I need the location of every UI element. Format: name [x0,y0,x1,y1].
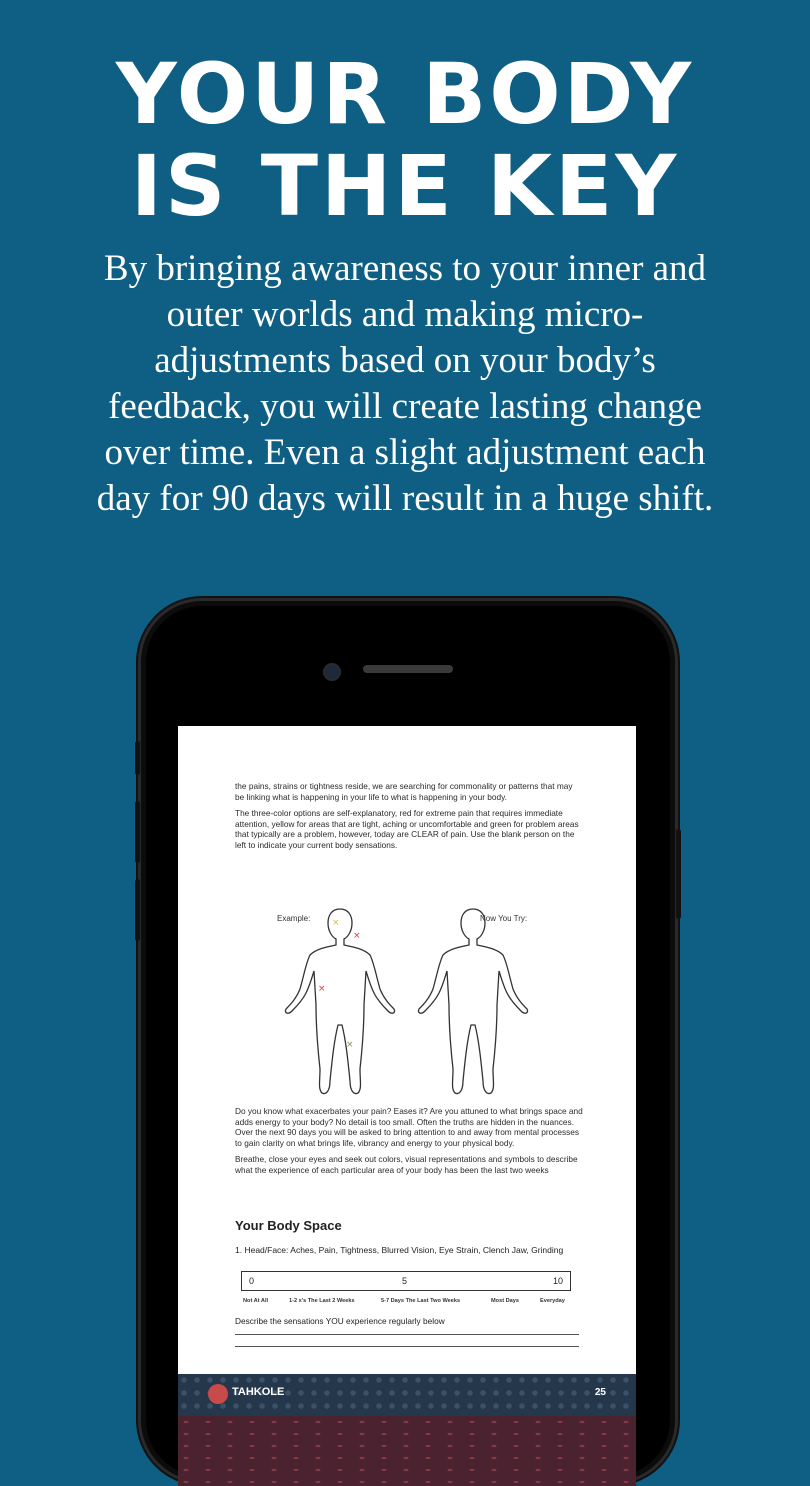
mark-green-knee: × [346,1040,354,1050]
section-title: Your Body Space [235,1218,342,1233]
headline [0,45,810,235]
phone-volume-down [135,879,140,941]
scale-label-1: 1-2 x's The Last 2 Weeks [289,1298,355,1304]
body-copy: By bringing awareness to your inner and outer worlds and making micro-adjustments based on your body’s feedback, you will create lasting change over time. Even a slight adjustment each day for 90 days will result in a huge shift. [96,248,714,519]
scale-mid: 5 [402,1276,408,1286]
mark-red-hip: × [318,984,326,994]
footer-brand: TAHKOLE [232,1386,285,1398]
headline-line-1: YOUR BODY [115,45,695,143]
page-number: 25 [594,1387,606,1398]
footer-image [178,1416,636,1486]
speaker-grille [363,665,453,673]
mark-yellow-shoulder: × [332,918,340,928]
rating-scale[interactable] [241,1271,571,1291]
scale-min: 0 [249,1276,255,1286]
describe-prompt: Describe the sensations YOU experience regularly below [235,1316,445,1326]
phone-screen[interactable] [178,726,636,1486]
doc-paragraph-3: Do you know what exacerbates your pain? Eases it? Are you attuned to what brings space and adds energy to your body? No detail is too small. Often the truths are hidden in the nuances. Over the next 90 days you will be asked to bring attention to and away from mental processes to gain clarity on what brings life, vibrancy and energy to your physical body. [235,1106,583,1148]
phone-volume-up [135,801,140,863]
scale-max: 10 [552,1276,563,1286]
blank-body-outline [413,901,533,1101]
scale-label-3: Most Days [491,1298,519,1304]
doc-paragraph-4 [235,1154,583,1175]
phone-power-button [676,829,681,919]
question-1: 1. Head/Face: Aches, Pain, Tightness, Blurred Vision, Eye Strain, Clench Jaw, Grinding [235,1245,564,1255]
now-you-try-label: Now You Try: [480,914,528,923]
body-figures [235,901,583,1101]
document-intro [235,781,583,857]
phone-mockup [138,598,678,1484]
brain-logo-icon [208,1384,228,1404]
example-body-outline [280,901,400,1101]
document-body [235,1106,583,1182]
scale-labels [235,1298,577,1308]
scale-label-2: 5-7 Days The Last Two Weeks [381,1298,461,1304]
answer-line-2[interactable] [235,1346,579,1347]
answer-line-1[interactable] [235,1334,579,1335]
scale-label-4: Everyday [540,1298,565,1304]
doc-paragraph-4-text: Breathe, close your eyes and seek out colors, visual representations and symbols to describe what the experience of each particular area of your body has been [235,1154,578,1175]
phone-mute-switch [135,741,140,775]
doc-paragraph-1: the pains, strains or tightness reside, we are searching for commonality or patterns that may be linking what is happening in your life to what is happening in your body. [235,781,573,802]
doc-paragraph-4-underline: the last two weeks [480,1164,549,1175]
scale-label-0: Not At All [243,1298,269,1304]
camera-icon [323,663,341,681]
example-label: Example: [277,914,311,923]
page-footer [178,1374,636,1416]
mark-red-shoulder: × [353,931,361,941]
headline-line-2: IS THE KEY [130,137,680,235]
doc-paragraph-2: The three-color options are self-explanatory, red for extreme pain that requires immediate attention, yellow for areas that are tight, aching or uncomfortable and green for problem areas that typically are a problem, however, today are CLEAR of pain. Use the blank person on the left to indicate your current body sensations. [235,808,579,850]
